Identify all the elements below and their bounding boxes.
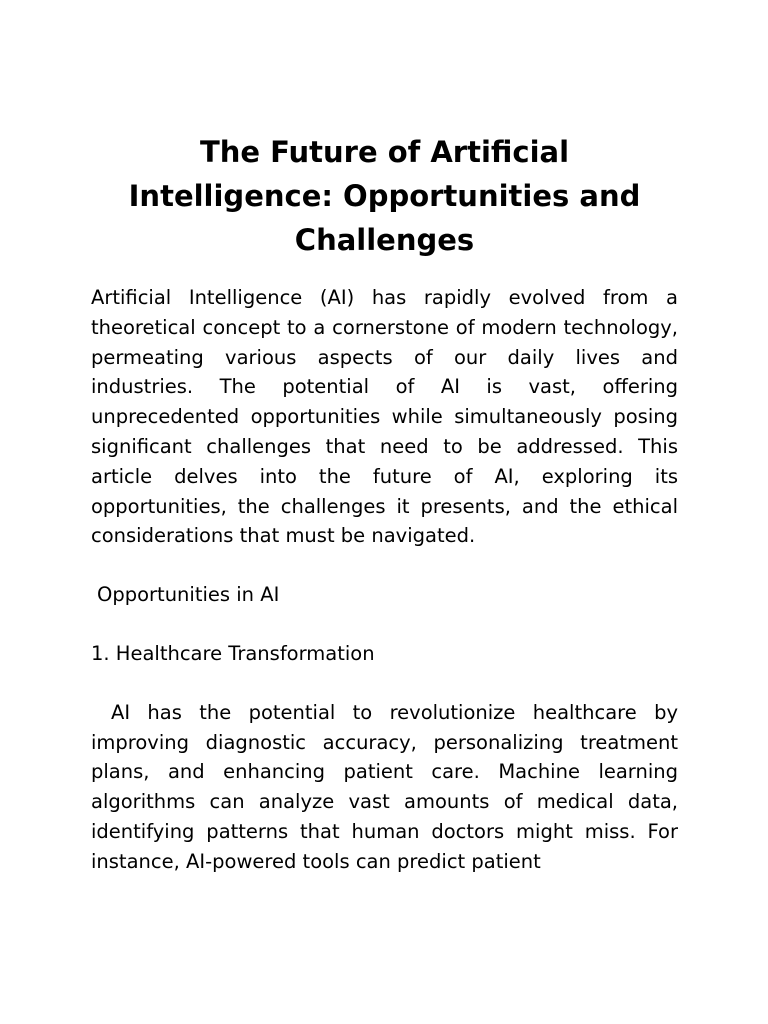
section-heading-opportunities: Opportunities in AI bbox=[97, 583, 280, 607]
subsection-heading-healthcare: 1. Healthcare Transformation bbox=[91, 641, 375, 665]
document-page bbox=[91, 130, 678, 877]
healthcare-paragraph: AI has the potential to revolutionize healthcare by improving diagnostic accuracy, personalizing treatment plans, and enhancing patient care. Machine learning algorithms can analyze vast amounts of medical data, identifying patterns that human doctors might miss. For instance, AI-powered tools can predict patient bbox=[91, 700, 678, 873]
document-title: The Future of Artificial Intelligence: Opportunities and Challenges bbox=[128, 135, 641, 257]
intro-paragraph: Artificial Intelligence (AI) has rapidly evolved from a theoretical concept to a cornerstone of modern technology, permeating various aspects of our daily lives and industries. The potential of AI is vast, offering unprecedented opportunities while simultaneously posing significant challenges that need to be addressed. This article delves into the future of AI, exploring its opportunities, the challenges it presents, and the ethical considerations that must be navigated. bbox=[91, 286, 678, 548]
